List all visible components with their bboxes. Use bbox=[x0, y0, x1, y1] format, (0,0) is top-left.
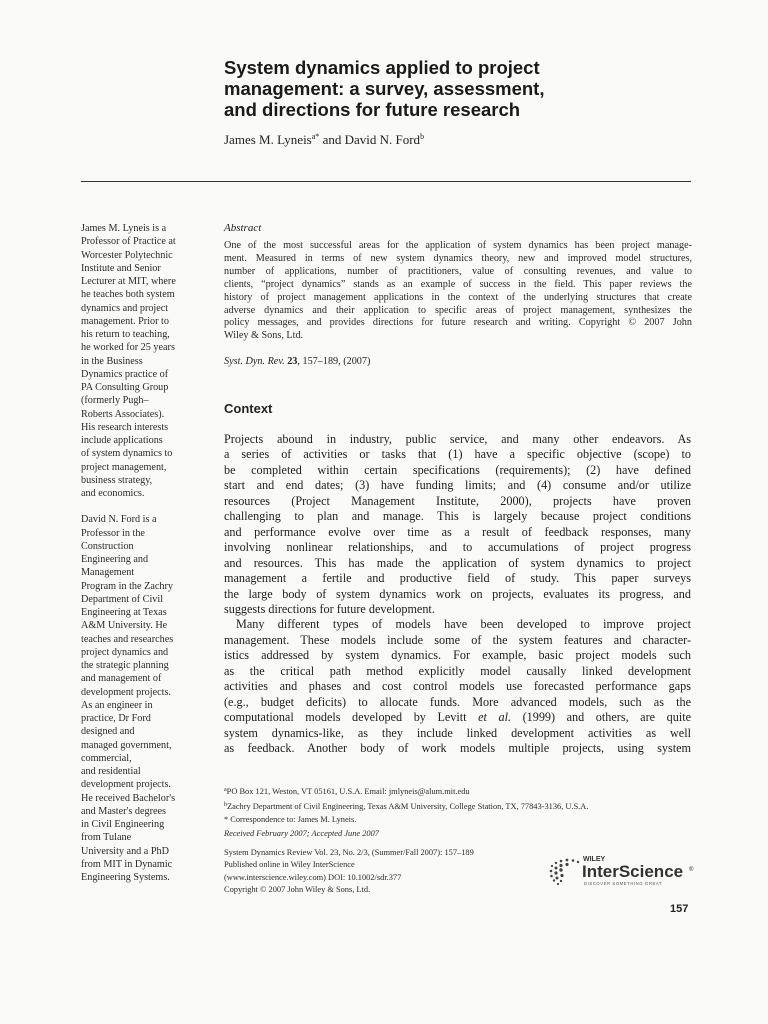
bio-line: development projects. bbox=[81, 779, 171, 791]
bio-line: (formerly Pugh– bbox=[81, 395, 149, 407]
bio-line: the strategic planning bbox=[81, 660, 169, 671]
body-line: and performance evolve over time as a result of feedback responses, many bbox=[224, 524, 691, 539]
body-line: and resources. This has made the application of system dynamics to project bbox=[224, 555, 691, 570]
logo-name: InterScience bbox=[582, 862, 684, 881]
body-line: start and end dates; (3) have funding limits; and (4) consume and/or utilize bbox=[224, 478, 691, 493]
author-affiliation-mark: a* bbox=[311, 132, 320, 141]
bio-line: Dynamics practice of bbox=[81, 368, 169, 380]
body-line: resources (Project Management Institute, 2000), projects have proven bbox=[224, 493, 691, 508]
journal-line: Published online in Wiley InterScience bbox=[224, 860, 355, 870]
bio-line: Professor of Practice at bbox=[81, 236, 176, 248]
bio-line: include applications bbox=[81, 435, 163, 446]
body-line: involving nonlinear relationships, and to accumulations of project progress bbox=[224, 540, 691, 555]
body-line: a series of activities or tasks that (1) have a specific objective (scope) to bbox=[224, 447, 691, 462]
footnote-text: Zachry Department of Civil Engineering, Texas A&M University, College Station, TX, 77843-3136, U.S.A. bbox=[227, 801, 589, 811]
bio-line: he worked for 25 years bbox=[81, 342, 175, 354]
body-line: (e.g., budget deficits) to allocate funds. More advanced models, such as the bbox=[224, 694, 691, 709]
footnote-b bbox=[224, 799, 588, 814]
journal-line: Copyright © 2007 John Wiley & Sons, Ltd. bbox=[224, 884, 371, 894]
author-list bbox=[224, 132, 424, 148]
bio-line: Engineering and bbox=[81, 554, 149, 565]
body-line: challenging to plan and manage. This is largely because project conditions bbox=[224, 509, 691, 524]
bio-line: Roberts Associates). bbox=[81, 408, 165, 420]
bio-line: Department of Civil bbox=[81, 593, 164, 605]
body-line: activities and phases and cost control models use forecasted performance gaps bbox=[224, 679, 691, 694]
logo-tagline: DISCOVER SOMETHING GREAT bbox=[584, 881, 663, 886]
bio-line: from MIT in Dynamic bbox=[81, 858, 173, 870]
bio-line: Worcester Polytechnic bbox=[81, 249, 173, 261]
bio-line: Professor in the bbox=[81, 527, 145, 539]
bio-line: development projects. bbox=[81, 686, 171, 698]
author-name: David N. Ford bbox=[344, 132, 421, 147]
bio-line: His research interests bbox=[81, 421, 169, 433]
author-name: James M. Lyneis bbox=[224, 132, 312, 147]
abstract-line: policy messages, and provides directions for future research and writing. Copyright © 2007 John bbox=[224, 317, 692, 329]
bio-line: commercial, bbox=[81, 752, 132, 764]
body-line: as the critical path method explicitly model causally linked development bbox=[224, 663, 691, 678]
logo-wiley: WILEY bbox=[583, 856, 606, 863]
bio-line: teaches and researches bbox=[81, 633, 174, 645]
bio-line: and economics. bbox=[81, 488, 145, 499]
footnotes bbox=[224, 784, 588, 840]
author-affiliation-mark: b bbox=[420, 132, 425, 141]
title-line: System dynamics applied to project bbox=[224, 57, 540, 78]
abstract-line: Wiley & Sons, Ltd. bbox=[224, 330, 304, 342]
bio-line: and residential bbox=[81, 766, 141, 777]
body-line: istics addressed by system dynamics. For example, basic project models such bbox=[224, 648, 691, 663]
logo-registered: ® bbox=[689, 867, 694, 873]
footnote-mark: a bbox=[224, 787, 227, 793]
author-conjunction: and bbox=[319, 132, 345, 147]
body-line-end: (1999) and others, are quite bbox=[511, 710, 691, 725]
citation-pages-year: , 157–189, (2007) bbox=[297, 356, 371, 367]
footnote-a bbox=[224, 784, 588, 799]
abstract-line: One of the most successful areas for the application of system dynamics has been project manage- bbox=[224, 240, 692, 251]
abstract-line: clients, “project dynamics” stands as an example of success in the field. This paper reviews the bbox=[224, 278, 692, 290]
bio-line: business strategy, bbox=[81, 474, 153, 486]
body-line: Many different types of models have been developed to improve project bbox=[236, 617, 691, 632]
bio-line: Institute and Senior bbox=[81, 262, 161, 274]
received-dates bbox=[224, 827, 588, 841]
abstract-line: adverse dynamics and their application to specific areas of project management, synthesizes the bbox=[224, 304, 692, 316]
bio-line: As an engineer in bbox=[81, 699, 153, 711]
bio-line: Engineering at Texas bbox=[81, 607, 167, 618]
bio-line: managed government, bbox=[81, 739, 172, 751]
abstract-line: ment. Measured in terms of new system dynamics theory, new and improved model structures, bbox=[224, 252, 692, 264]
bio-line: dynamics and project bbox=[81, 302, 169, 314]
body-line: as feedback. Another body of work models multiple projects, using system bbox=[224, 741, 691, 756]
citation-journal: Syst. Dyn. Rev. bbox=[224, 356, 285, 367]
globe-icon bbox=[550, 859, 580, 886]
section-heading: Context bbox=[224, 401, 273, 416]
body-line: be completed within certain specifications (requirements); (2) have defined bbox=[224, 462, 691, 477]
body-line: system dynamics-like, as they include linked development activities as well bbox=[224, 725, 691, 740]
bio-line: David N. Ford is a bbox=[81, 514, 157, 526]
bio-line: designed and bbox=[81, 726, 135, 738]
etal-text: et al. bbox=[478, 710, 512, 725]
body-line: management a fertile and productive field of study. This paper surveys bbox=[224, 571, 691, 586]
bio-line: A&M University. He bbox=[81, 620, 168, 632]
bio-line: in the Business bbox=[81, 355, 143, 367]
bio-line: from Tulane bbox=[81, 832, 132, 844]
title-line: and directions for future research bbox=[224, 99, 521, 120]
body-line: the large body of system dynamics work on projects, evaluates its progress, and bbox=[224, 586, 691, 601]
author-bio-sidebar bbox=[81, 222, 196, 884]
title-line: management: a survey, assessment, bbox=[224, 78, 545, 99]
body-text bbox=[224, 432, 691, 757]
header-divider bbox=[81, 181, 691, 182]
citation-volume: 23 bbox=[287, 356, 298, 367]
footnote-text: PO Box 121, Weston, VT 05161, U.S.A. Email: jmlyneis@alum.mit.edu bbox=[226, 787, 470, 796]
body-line-start: computational models developed by Levitt bbox=[224, 710, 479, 725]
abstract-heading: Abstract bbox=[224, 222, 262, 234]
bio-line: He received Bachelor's bbox=[81, 792, 176, 804]
bio-line: University and a PhD bbox=[81, 845, 169, 857]
journal-info bbox=[224, 847, 474, 896]
bio-line: Lecturer at MIT, where bbox=[81, 276, 176, 287]
bio-line: and management of bbox=[81, 673, 162, 685]
wiley-interscience-logo bbox=[548, 852, 696, 888]
bio-line: management. Prior to bbox=[81, 315, 169, 327]
body-line bbox=[224, 710, 691, 725]
body-line: management. These models include some of the system features and character- bbox=[224, 632, 691, 647]
bio-line: in Civil Engineering bbox=[81, 819, 165, 830]
bio-line: of system dynamics to bbox=[81, 448, 173, 460]
bio-line: Engineering Systems. bbox=[81, 872, 170, 883]
journal-line: (www.interscience.wiley.com) DOI: 10.1002/sdr.377 bbox=[224, 872, 402, 882]
bio-line: project dynamics and bbox=[81, 646, 169, 658]
abstract-line: number of applications, number of practitioners, value of consulting revenues, and value to bbox=[224, 265, 692, 277]
bio-separator bbox=[81, 500, 196, 513]
bio-line: Construction bbox=[81, 540, 134, 552]
bio-line: Management bbox=[81, 567, 135, 579]
bio-line: and Master's degrees bbox=[81, 805, 167, 817]
footnote-mark: b bbox=[224, 801, 227, 808]
bio-line: PA Consulting Group bbox=[81, 382, 169, 393]
body-line: Projects abound in industry, public service, and many other endeavors. As bbox=[224, 432, 691, 446]
bio-line: his return to teaching, bbox=[81, 329, 170, 340]
bio-line: Program in the Zachry bbox=[81, 580, 173, 592]
page-number: 157 bbox=[670, 903, 689, 915]
bio-line: practice, Dr Ford bbox=[81, 713, 151, 724]
footnote-correspondence: * Correspondence to: James M. Lyneis. bbox=[224, 815, 357, 825]
abstract-text bbox=[224, 240, 692, 343]
paper-title bbox=[224, 57, 644, 120]
journal-line: System Dynamics Review Vol. 23, No. 2/3, (Summer/Fall 2007): 157–189 bbox=[224, 848, 474, 857]
bio-line: he teaches both system bbox=[81, 289, 175, 301]
received-text: Received February 2007; Accepted June 2007 bbox=[224, 828, 379, 838]
body-line: suggests directions for future development. bbox=[224, 601, 435, 616]
bio-line: project management, bbox=[81, 461, 167, 473]
citation bbox=[224, 356, 370, 367]
bio-line: James M. Lyneis is a bbox=[81, 223, 167, 234]
abstract-line: history of project management applications in the context of the underlying structures that create bbox=[224, 291, 692, 303]
